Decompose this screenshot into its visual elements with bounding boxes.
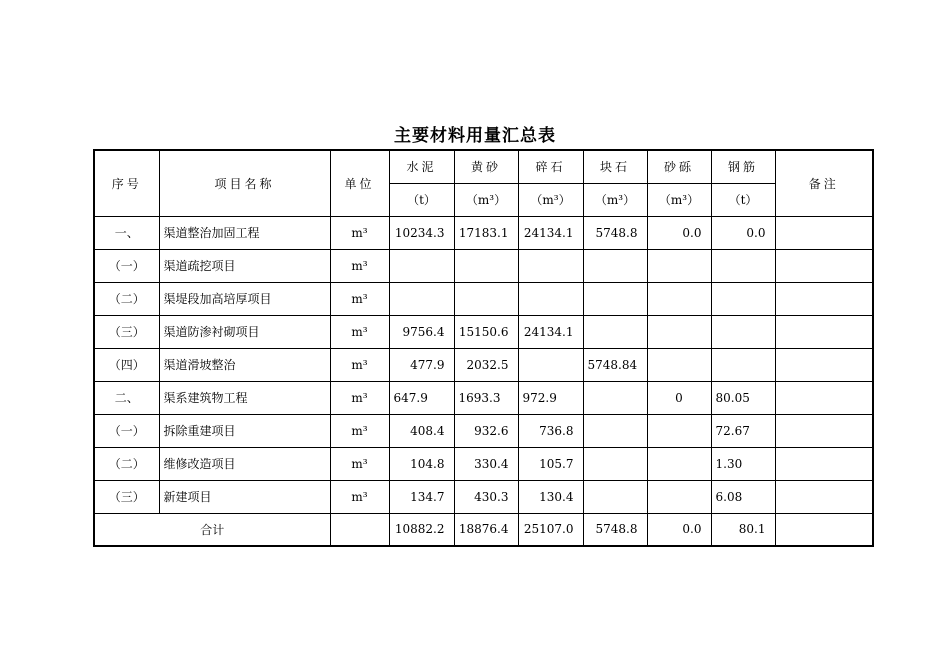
cell-rubble [583,480,647,513]
total-rebar: 80.1 [711,513,775,546]
cell-pebble [647,315,711,348]
row-seq: （二） [94,447,159,480]
cell-rebar [711,348,775,381]
row-unit: m³ [330,249,389,282]
unit-sand: （m³） [454,183,518,216]
cell-cement: 477.9 [389,348,454,381]
row-seq: 二、 [94,381,159,414]
cell-rubble [583,249,647,282]
cell-cement: 134.7 [389,480,454,513]
cell-sand [454,282,518,315]
table-row [94,282,873,315]
row-unit: m³ [330,480,389,513]
cell-remark [775,414,873,447]
header-name: 项目名称 [159,150,330,216]
cell-pebble [647,348,711,381]
row-name: 维修改造项目 [159,447,330,480]
row-name: 新建项目 [159,480,330,513]
cell-sand: 17183.1 [454,216,518,249]
header-remark: 备注 [775,150,873,216]
cell-sand: 2032.5 [454,348,518,381]
cell-remark [775,381,873,414]
unit-rebar: （t） [711,183,775,216]
cell-sand: 15150.6 [454,315,518,348]
cell-pebble: 0 [647,381,711,414]
table-row [94,216,873,249]
total-unit [330,513,389,546]
total-label: 合计 [94,513,330,546]
row-seq: （一） [94,249,159,282]
row-seq: （三） [94,480,159,513]
header-seq: 序号 [94,150,159,216]
row-seq: 一、 [94,216,159,249]
cell-gravel: 105.7 [518,447,583,480]
cell-sand [454,249,518,282]
cell-rebar: 6.08 [711,480,775,513]
cell-pebble [647,414,711,447]
row-name: 渠道防渗衬砌项目 [159,315,330,348]
cell-gravel [518,282,583,315]
cell-gravel: 736.8 [518,414,583,447]
cell-remark [775,249,873,282]
table-title: 主要材料用量汇总表 [394,126,556,146]
table-row [94,480,873,513]
cell-remark [775,348,873,381]
cell-rebar [711,282,775,315]
cell-pebble: 0.0 [647,216,711,249]
row-name: 渠堤段加高培厚项目 [159,282,330,315]
cell-gravel: 130.4 [518,480,583,513]
row-name: 渠系建筑物工程 [159,381,330,414]
table-row [94,315,873,348]
total-gravel: 25107.0 [518,513,583,546]
unit-cement: （t） [389,183,454,216]
cell-rebar [711,315,775,348]
cell-cement [389,282,454,315]
total-remark [775,513,873,546]
header-pebble: 砂砾 [647,150,711,183]
cell-pebble [647,480,711,513]
row-seq: （一） [94,414,159,447]
cell-rebar [711,249,775,282]
row-seq: （四） [94,348,159,381]
cell-cement: 10234.3 [389,216,454,249]
cell-remark [775,447,873,480]
cell-rubble [583,315,647,348]
cell-gravel: 24134.1 [518,315,583,348]
cell-gravel: 972.9 [518,381,583,414]
total-pebble: 0.0 [647,513,711,546]
total-cement: 10882.2 [389,513,454,546]
row-unit: m³ [330,315,389,348]
header-rebar: 钢筋 [711,150,775,183]
cell-gravel: 24134.1 [518,216,583,249]
unit-rubble: （m³） [583,183,647,216]
cell-remark [775,315,873,348]
cell-sand: 430.3 [454,480,518,513]
total-row [94,513,873,546]
unit-pebble: （m³） [647,183,711,216]
cell-pebble [647,282,711,315]
cell-cement [389,249,454,282]
row-unit: m³ [330,282,389,315]
table-row [94,381,873,414]
header-rubble: 块石 [583,150,647,183]
cell-rubble [583,414,647,447]
cell-remark [775,480,873,513]
row-unit: m³ [330,216,389,249]
cell-rebar: 1.30 [711,447,775,480]
cell-cement: 104.8 [389,447,454,480]
header-unit: 单位 [330,150,389,216]
header-cement: 水泥 [389,150,454,183]
unit-gravel: （m³） [518,183,583,216]
row-name: 拆除重建项目 [159,414,330,447]
cell-gravel [518,249,583,282]
table-row [94,414,873,447]
total-rubble: 5748.8 [583,513,647,546]
cell-rubble [583,282,647,315]
cell-remark [775,282,873,315]
cell-pebble [647,249,711,282]
header-sand: 黄砂 [454,150,518,183]
cell-rubble [583,447,647,480]
cell-remark [775,216,873,249]
cell-gravel [518,348,583,381]
cell-rebar: 80.05 [711,381,775,414]
header-row [94,150,873,183]
header-gravel: 碎石 [518,150,583,183]
row-seq: （二） [94,282,159,315]
row-seq: （三） [94,315,159,348]
cell-rebar: 0.0 [711,216,775,249]
materials-summary-table [93,149,874,547]
cell-rubble: 5748.84 [583,348,647,381]
cell-rubble [583,381,647,414]
cell-cement: 647.9 [389,381,454,414]
cell-rubble: 5748.8 [583,216,647,249]
cell-sand: 932.6 [454,414,518,447]
row-unit: m³ [330,414,389,447]
table-row [94,447,873,480]
row-unit: m³ [330,381,389,414]
cell-rebar: 72.67 [711,414,775,447]
row-name: 渠道滑坡整治 [159,348,330,381]
cell-cement: 9756.4 [389,315,454,348]
cell-sand: 330.4 [454,447,518,480]
table-row [94,249,873,282]
row-name: 渠道疏挖项目 [159,249,330,282]
total-sand: 18876.4 [454,513,518,546]
cell-sand: 1693.3 [454,381,518,414]
row-unit: m³ [330,348,389,381]
row-unit: m³ [330,447,389,480]
cell-cement: 408.4 [389,414,454,447]
row-name: 渠道整治加固工程 [159,216,330,249]
cell-pebble [647,447,711,480]
table-row [94,348,873,381]
